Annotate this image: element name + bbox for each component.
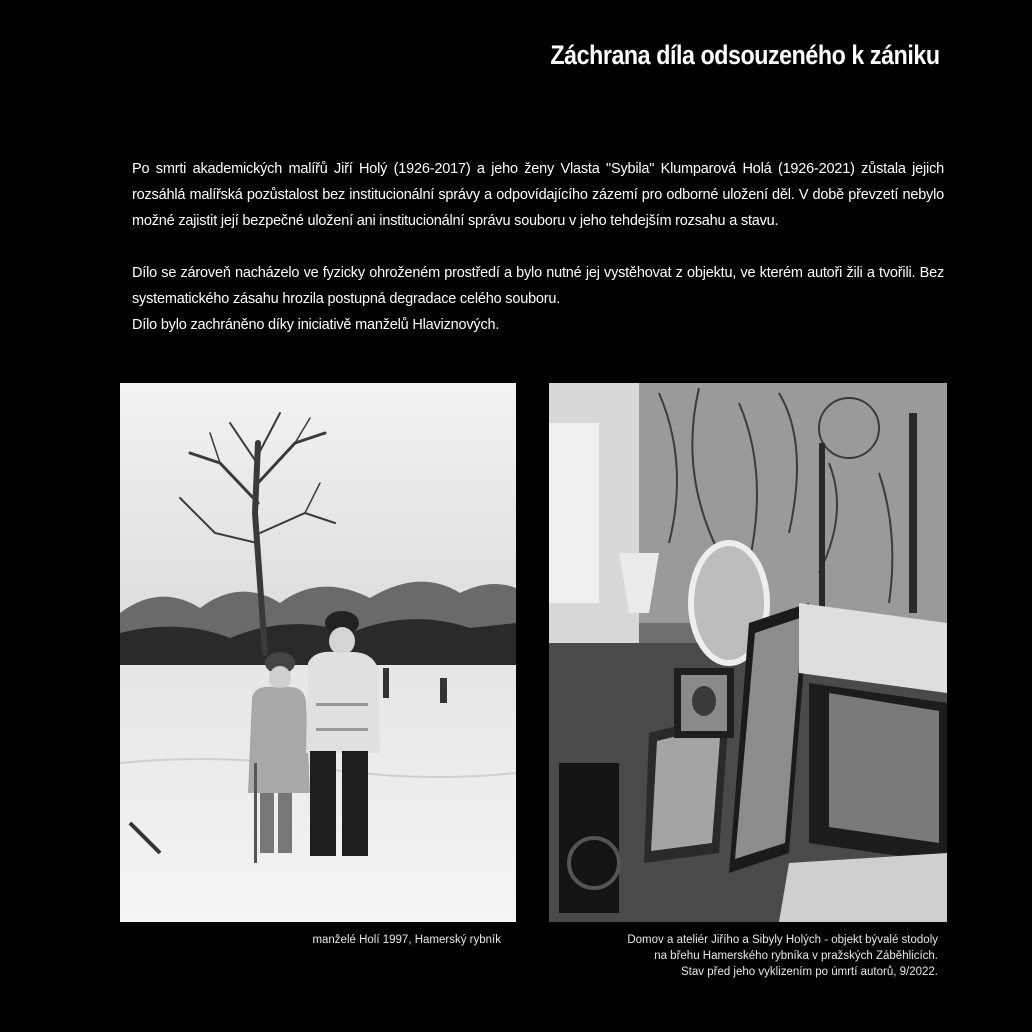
page-title: Záchrana díla odsouzeného k zániku	[550, 40, 940, 70]
paragraph-1: Po smrti akademických malířů Jiří Holý (1926-2017) a jeho ženy Vlasta "Sybila" Klumparová Holá (1926-2021) zůstala jejich rozsáhlá malířská pozůstalost bez institucionální správy a odpovídajícího zázemí pro odborné uložení děl. V době převzetí nebylo možné zajistit její bezpečné uložení ani institucionální správu souboru v jeho tehdejším rozsahu a stavu.	[132, 161, 944, 229]
photo-left-caption: manželé Holí 1997, Hamerský rybník	[312, 934, 501, 946]
caption-line: na břehu Hamerského rybníka v pražských Záběhlicích.	[654, 950, 938, 962]
caption-line: Domov a ateliér Jiřího a Sibyly Holých - objekt bývalé stodoly	[627, 934, 938, 946]
photo-studio-interior	[549, 383, 947, 922]
paragraph-3: Dílo bylo zachráněno díky iniciativě manželů Hlaviznových.	[132, 317, 500, 333]
photo-couple-on-frozen-pond	[120, 383, 516, 922]
caption-line: Stav před jeho vyklizením po úmrtí autorů, 9/2022.	[681, 966, 938, 978]
intro-text	[132, 156, 944, 338]
paragraph-gap	[132, 234, 944, 260]
photo-right-caption	[558, 932, 938, 980]
paragraph-2: Dílo se zároveň nacházelo ve fyzicky ohroženém prostředí a bylo nutné jej vystěhovat z objektu, ve kterém autoři žili a tvořili. Bez systematického zásahu hrozila postupná degradace celého souboru.	[132, 265, 944, 307]
